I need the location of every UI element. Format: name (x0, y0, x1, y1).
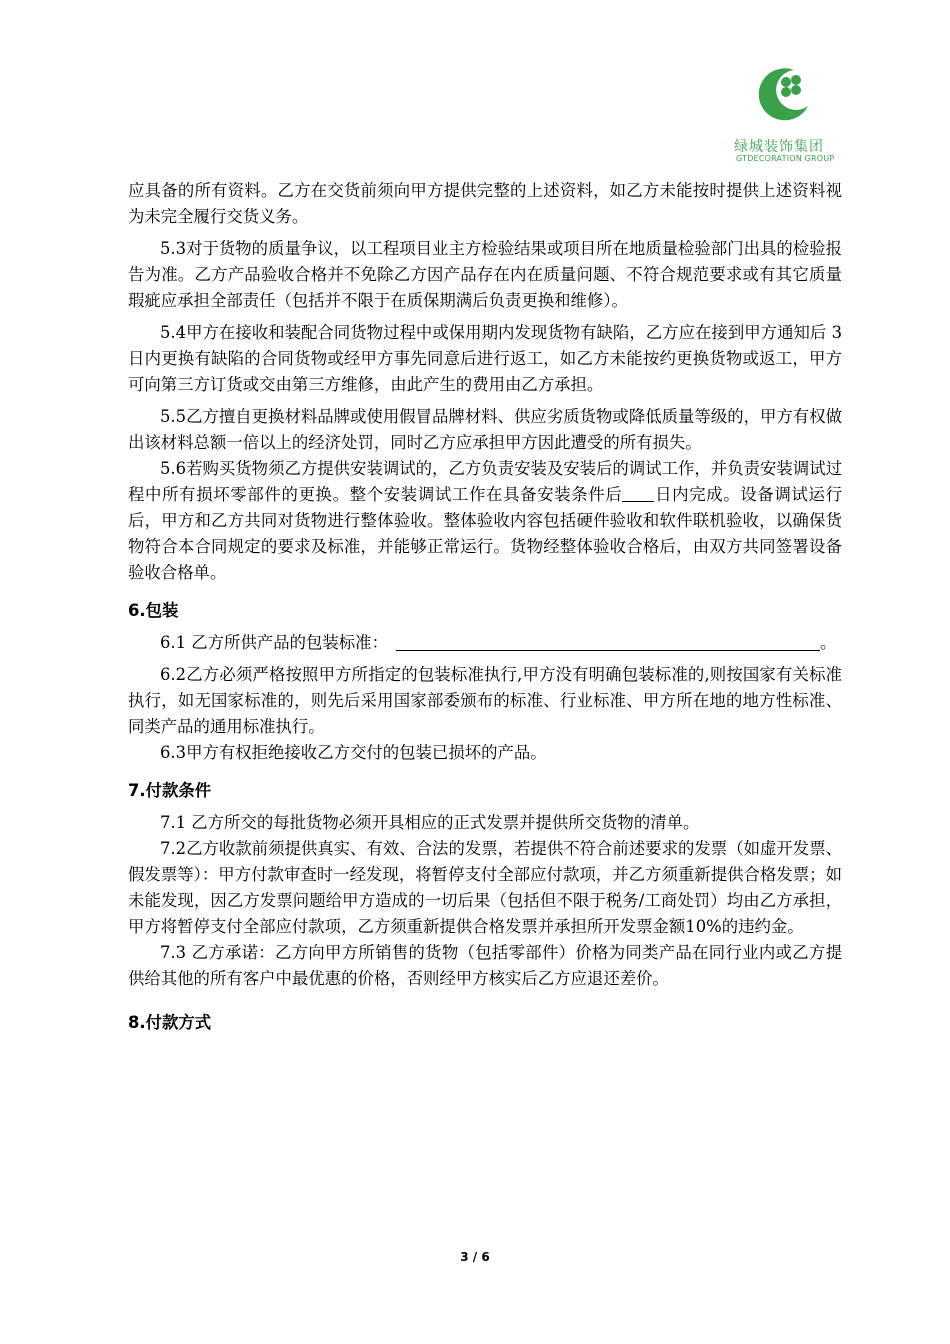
paragraph-6-1-end: 。 (819, 633, 837, 652)
logo-company-name: 绿城装饰集团 (734, 139, 824, 155)
paragraph-5-6 (128, 456, 842, 586)
paragraph-6-1-label: 6.1 乙方所供产品的包装标准： (160, 633, 388, 652)
paragraph-6-3: 6.3甲方有权拒绝接收乙方交付的包装已损坏的产品。 (160, 743, 547, 762)
paragraph-5-3: 5.3对于货物的质量争议，以工程项目业主方检验结果或项目所在地质量检验部门出具的检验报告为准。乙方产品验收合格并不免除乙方因产品存在内在质量问题、不符合规范要求或有其它质量瑕疵应承担全部责任（包括并不限于在质保期满后负责更换和维修）。 (128, 239, 842, 310)
company-logo (728, 62, 838, 162)
paragraph-5-4: 5.4甲方在接收和装配合同货物过程中或保用期内发现货物有缺陷，乙方应在接到甲方通知后 3 日内更换有缺陷的合同货物或经甲方事先同意后进行返工，如乙方未能按约更换货物或返工，甲方可向第三方订货或交由第三方维修，由此产生的费用由乙方承担。 (128, 323, 842, 394)
paragraph-7-2: 7.2乙方收款前须提供真实、有效、合法的发票，若提供不符合前述要求的发票（如虚开发票、假发票等）：甲方付款审查时一经发现，将暂停支付全部应付款项，并乙方须重新提供合格发票；如未能发现，因乙方发票问题给甲方造成的一切后果（包括但不限于税务/工商处罚）均由乙方承担，甲方将暂停支付全部应付款项，乙方须重新提供合格发票并承担所开发票金额10%的违约金。 (128, 839, 842, 936)
logo-company-subtitle: GTDECORATION GROUP (736, 154, 835, 163)
paragraph-5-6-part1: 5.6若购买货物须乙方提供安装调试的，乙方负责安装及安装后的调试工作，并负责安装调试过程中所有损坏零部件的更换。整个安装调试工作在具备安装条件后 (128, 459, 842, 504)
days-blank-field (622, 485, 654, 502)
document-body (128, 178, 842, 1042)
section-heading-8: 8.付款方式 (128, 1013, 212, 1032)
paragraph-5-5: 5.5乙方擅自更换材料品牌或使用假冒品牌材料、供应劣质货物或降低质量等级的，甲方有权做出该材料总额一倍以上的经济处罚，同时乙方应承担甲方因此遭受的所有损失。 (128, 407, 842, 452)
paragraph-5-2-continued: 应具备的所有资料。乙方在交货前须向甲方提供完整的上述资料，如乙方未能按时提供上述资料视为未完全履行交货义务。 (128, 181, 842, 226)
clover-logo-icon (750, 62, 814, 126)
packaging-standard-blank-field (396, 632, 820, 651)
paragraph-5-6-part2: 日内完成。设备调试运行后，甲方和乙方共同对货物进行整体验收。整体验收内容包括硬件验收和软件联机验收，以确保货物符合本合同规定的要求及标准，并能够正常运行。货物经整体验收合格后，由双方共同签署设备验收合格单。 (128, 485, 843, 582)
paragraph-7-1: 7.1 乙方所交的每批货物必须开具相应的正式发票并提供所交货物的清单。 (160, 813, 700, 832)
page-number: 3 / 6 (460, 1250, 490, 1264)
paragraph-6-1 (128, 630, 842, 656)
section-heading-7: 7.付款条件 (128, 781, 212, 800)
paragraph-7-3: 7.3 乙方承诺：乙方向甲方所销售的货物（包括零部件）价格为同类产品在同行业内或乙方提供给其他的所有客户中最优惠的价格，否则经甲方核实后乙方应退还差价。 (128, 943, 842, 988)
section-heading-6: 6.包装 (128, 601, 179, 620)
paragraph-6-2: 6.2乙方必须严格按照甲方所指定的包装标准执行,甲方没有明确包装标准的,则按国家有关标准执行，如无国家标准的，则先后采用国家部委颁布的标准、行业标准、甲方所在地的地方性标准、同类产品的通用标准执行。 (128, 665, 842, 736)
